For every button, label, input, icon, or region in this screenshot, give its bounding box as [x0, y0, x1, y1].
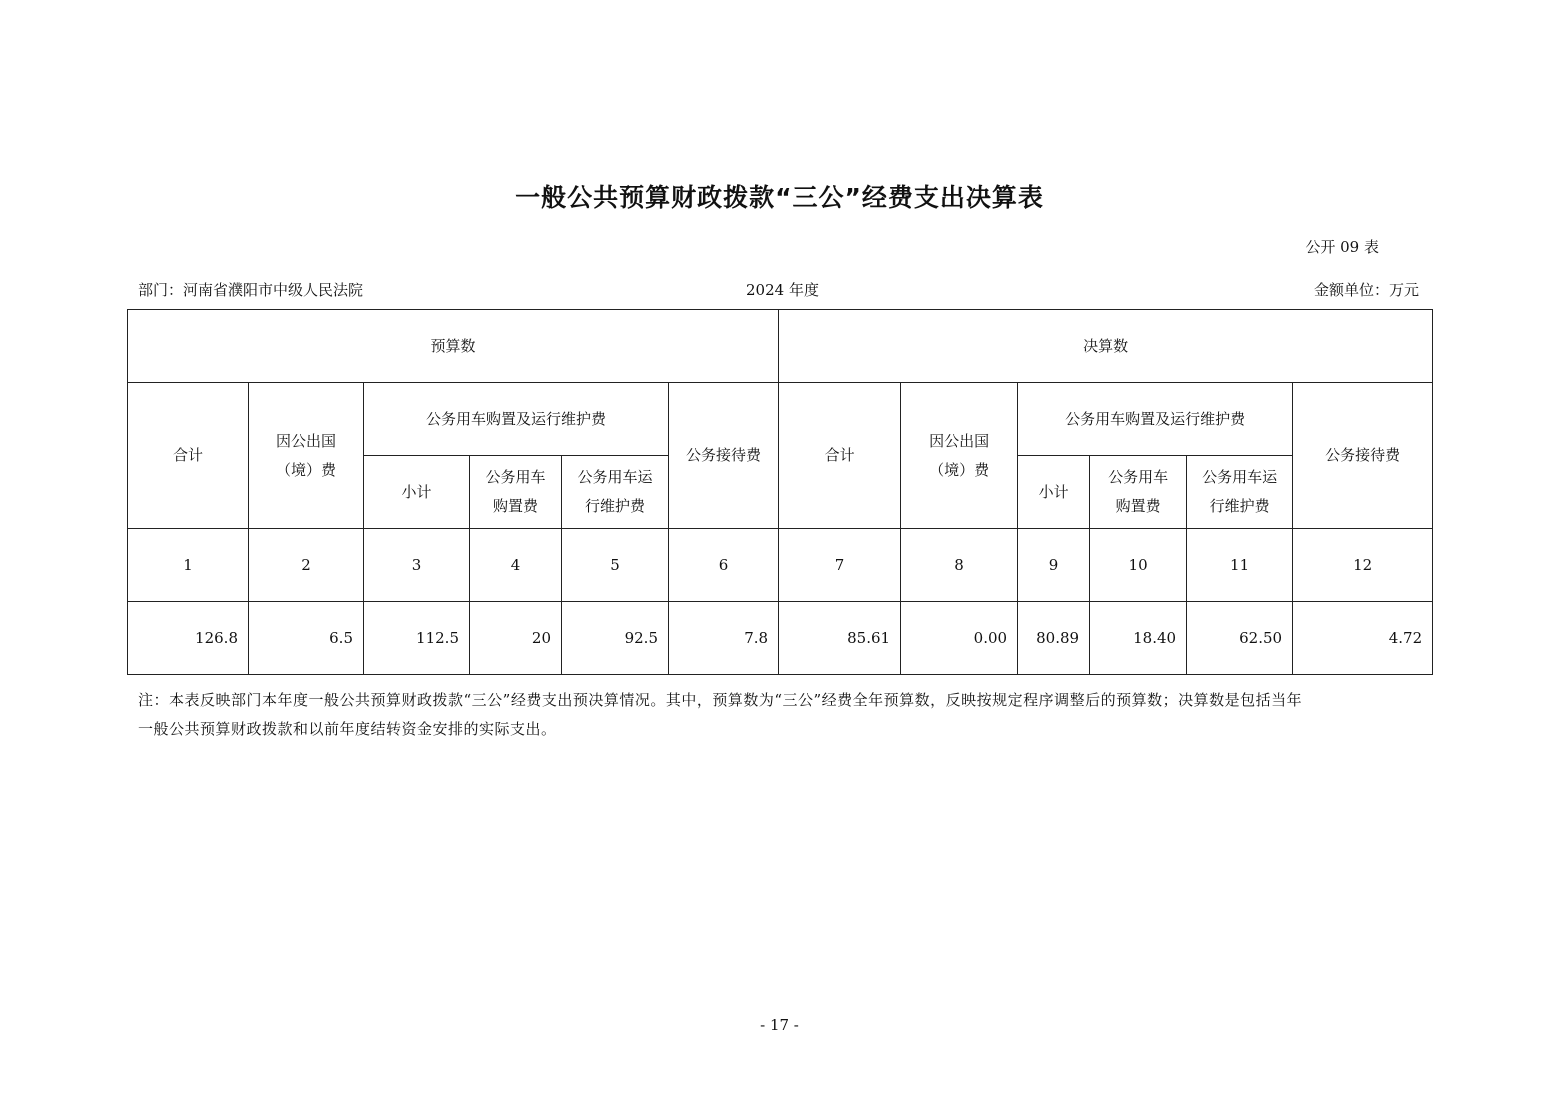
year-label: 2024 年度 [746, 281, 819, 299]
budget-abroad-line2: （境）费 [275, 460, 336, 479]
table-note [138, 686, 1428, 744]
index-cell: 7 [779, 529, 901, 602]
value-cell: 20 [470, 602, 562, 675]
index-cell: 10 [1090, 529, 1187, 602]
final-subtotal-header: 小计 [1018, 456, 1090, 529]
budget-reception-header: 公务接待费 [669, 383, 779, 529]
unit-label: 金额单位：万元 [1313, 281, 1419, 299]
note-line-1: 注：本表反映部门本年度一般公共预算财政拨款“三公”经费支出预决算情况。其中，预算数为“三公”经费全年预算数，反映按规定程序调整后的预算数；决算数是包括当年 [138, 691, 1303, 709]
final-operation-line2: 行维护费 [1209, 497, 1270, 515]
note-line-2: 一般公共预算财政拨款和以前年度结转资金安排的实际支出。 [138, 720, 557, 738]
final-header: 决算数 [779, 310, 1433, 383]
budget-purchase-line1: 公务用车 [485, 468, 546, 486]
budget-operation-line2: 行维护费 [584, 497, 645, 515]
budget-subtotal-header: 小计 [364, 456, 470, 529]
budget-purchase-line2: 购置费 [492, 497, 538, 515]
budget-vehicle-header: 公务用车购置及运行维护费 [364, 383, 669, 456]
final-purchase-header [1090, 456, 1187, 529]
final-vehicle-header: 公务用车购置及运行维护费 [1018, 383, 1293, 456]
index-cell: 3 [364, 529, 470, 602]
final-reception-header: 公务接待费 [1293, 383, 1433, 529]
final-operation-header [1187, 456, 1293, 529]
budget-operation-header [562, 456, 669, 529]
value-cell: 6.5 [249, 602, 364, 675]
value-cell: 4.72 [1293, 602, 1433, 675]
index-cell: 9 [1018, 529, 1090, 602]
value-cell: 80.89 [1018, 602, 1090, 675]
budget-header: 预算数 [128, 310, 779, 383]
value-cell: 126.8 [128, 602, 249, 675]
index-cell: 6 [669, 529, 779, 602]
final-purchase-line2: 购置费 [1115, 497, 1161, 515]
budget-operation-line1: 公务用车运 [577, 468, 653, 486]
index-cell: 11 [1187, 529, 1293, 602]
final-purchase-line1: 公务用车 [1108, 468, 1169, 486]
index-cell: 4 [470, 529, 562, 602]
index-cell: 2 [249, 529, 364, 602]
value-cell: 92.5 [562, 602, 669, 675]
budget-purchase-header [470, 456, 562, 529]
index-row [128, 529, 1433, 602]
final-operation-line1: 公务用车运 [1202, 468, 1278, 486]
index-cell: 8 [901, 529, 1018, 602]
index-cell: 1 [128, 529, 249, 602]
document-title: 一般公共预算财政拨款“三公”经费支出决算表 [515, 183, 1044, 212]
index-cell: 5 [562, 529, 669, 602]
value-cell: 85.61 [779, 602, 901, 675]
final-abroad-header [901, 383, 1018, 529]
group-header-row [128, 310, 1433, 383]
table-id: 公开 09 表 [1305, 238, 1379, 256]
value-cell: 62.50 [1187, 602, 1293, 675]
value-cell: 18.40 [1090, 602, 1187, 675]
value-cell: 0.00 [901, 602, 1018, 675]
budget-abroad-header [249, 383, 364, 529]
column-header-row [128, 383, 1433, 456]
index-cell: 12 [1293, 529, 1433, 602]
page-number: - 17 - [760, 1016, 799, 1034]
value-cell: 112.5 [364, 602, 470, 675]
budget-total-header: 合计 [128, 383, 249, 529]
department-label: 部门：河南省濮阳市中级人民法院 [138, 281, 364, 299]
budget-abroad-line1: 因公出国 [275, 431, 336, 450]
final-abroad-line2: （境）费 [929, 460, 990, 479]
value-row [128, 602, 1433, 675]
value-cell: 7.8 [669, 602, 779, 675]
final-abroad-line1: 因公出国 [929, 431, 990, 450]
three-public-expenses-table [127, 309, 1433, 675]
final-total-header: 合计 [779, 383, 901, 529]
